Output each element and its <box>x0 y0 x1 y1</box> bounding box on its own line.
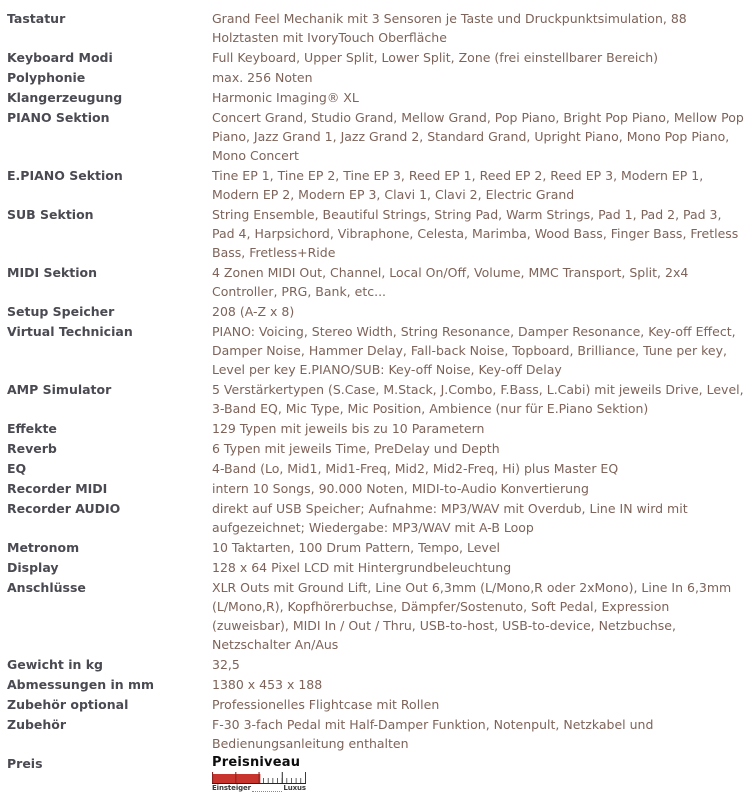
spec-value: 10 Taktarten, 100 Drum Pattern, Tempo, Level <box>212 540 500 555</box>
spec-label: Gewicht in kg <box>7 657 104 672</box>
spec-label: E.PIANO Sektion <box>7 168 123 183</box>
spec-label: Keyboard Modi <box>7 50 113 65</box>
spec-row-amp-simulator <box>7 380 745 419</box>
spec-label: Zubehör optional <box>7 697 129 712</box>
spec-label: Setup Speicher <box>7 304 115 319</box>
spec-row-epiano-sektion <box>7 166 745 205</box>
price-max-label: Luxus <box>283 784 306 792</box>
spec-row-reverb <box>7 439 745 459</box>
spec-label: EQ <box>7 461 27 476</box>
price-level-widget <box>212 754 745 793</box>
price-level-ruler <box>212 771 306 784</box>
price-scale-labels <box>212 784 306 793</box>
price-widget-title: Preisniveau <box>212 755 301 770</box>
spec-label: Abmessungen in mm <box>7 677 155 692</box>
spec-label: Anschlüsse <box>7 580 86 595</box>
price-scale-leader-line <box>252 790 282 792</box>
spec-label: Preis <box>7 756 43 771</box>
spec-value: String Ensemble, Beautiful Strings, String Pad, Warm Strings, Pad 1, Pad 2, Pad 3, Pad 4, Harpsichord, Vibraphone, Celesta, Marimba, Wood Bass, Finger Bass, Fretless Bass, Fretless+Ride <box>212 207 739 260</box>
spec-row-klangerzeugung <box>7 88 745 108</box>
spec-row-polyphonie <box>7 68 745 88</box>
spec-row-abmessungen <box>7 675 745 695</box>
spec-table <box>7 9 745 794</box>
spec-value: 129 Typen mit jeweils bis zu 10 Parametern <box>212 421 485 436</box>
spec-value: intern 10 Songs, 90.000 Noten, MIDI-to-Audio Konvertierung <box>212 481 589 496</box>
spec-row-keyboard-modi <box>7 48 745 68</box>
spec-row-setup-speicher <box>7 302 745 322</box>
spec-row-recorder-audio <box>7 499 745 538</box>
spec-label: Klangerzeugung <box>7 90 123 105</box>
spec-row-effekte <box>7 419 745 439</box>
spec-row-display <box>7 558 745 578</box>
spec-label: Polyphonie <box>7 70 86 85</box>
spec-value: 4-Band (Lo, Mid1, Mid1-Freq, Mid2, Mid2-Freq, Hi) plus Master EQ <box>212 461 619 476</box>
spec-value: direkt auf USB Speicher; Aufnahme: MP3/WAV mit Overdub, Line IN wird mit aufgezeichnet; Wiedergabe: MP3/WAV mit A-B Loop <box>212 501 688 535</box>
spec-row-recorder-midi <box>7 479 745 499</box>
spec-row-sub-sektion <box>7 205 745 263</box>
spec-row-zubehoer <box>7 715 745 754</box>
spec-row-piano-sektion <box>7 108 745 166</box>
spec-row-metronom <box>7 538 745 558</box>
spec-value: max. 256 Noten <box>212 70 313 85</box>
spec-value: Full Keyboard, Upper Split, Lower Split, Zone (frei einstellbarer Bereich) <box>212 50 659 65</box>
spec-row-tastatur <box>7 9 745 48</box>
spec-value: 5 Verstärkertypen (S.Case, M.Stack, J.Combo, F.Bass, L.Cabi) mit jeweils Drive, Level, 3-Band EQ, Mic Type, Mic Position, Ambience (nur für E.Piano Sektion) <box>212 382 744 416</box>
price-min-label: Einsteiger <box>212 784 252 792</box>
spec-row-eq <box>7 459 745 479</box>
spec-label: Recorder AUDIO <box>7 501 121 516</box>
spec-value: 6 Typen mit jeweils Time, PreDelay und Depth <box>212 441 500 456</box>
spec-value: 32,5 <box>212 657 240 672</box>
spec-label: Zubehör <box>7 717 67 732</box>
spec-value: Grand Feel Mechanik mit 3 Sensoren je Taste und Druckpunktsimulation, 88 Holztasten mit IvoryTouch Oberfläche <box>212 11 687 45</box>
spec-value: F-30 3-fach Pedal mit Half-Damper Funktion, Notenpult, Netzkabel und Bedienungsanleitung enthalten <box>212 717 654 751</box>
spec-value: 4 Zonen MIDI Out, Channel, Local On/Off, Volume, MMC Transport, Split, 2x4 Controller, PRG, Bank, etc... <box>212 265 689 299</box>
spec-value: 1380 x 453 x 188 <box>212 677 323 692</box>
spec-row-midi-sektion <box>7 263 745 302</box>
spec-value <box>212 754 745 793</box>
spec-value: Harmonic Imaging® XL <box>212 90 359 105</box>
spec-label: Reverb <box>7 441 57 456</box>
spec-value: Tine EP 1, Tine EP 2, Tine EP 3, Reed EP 1, Reed EP 2, Reed EP 3, Modern EP 1, Modern EP 2, Modern EP 3, Clavi 1, Clavi 2, Electric Grand <box>212 168 704 202</box>
spec-label: Recorder MIDI <box>7 481 108 496</box>
spec-label: Tastatur <box>7 11 66 26</box>
spec-value: PIANO: Voicing, Stereo Width, String Resonance, Damper Resonance, Key-off Effect, Damper Noise, Hammer Delay, Fall-back Noise, Topboard, Brilliance, Tune per key, Level per key E.PIANO/SUB: Key-off Noise, Key-off Delay <box>212 324 736 377</box>
spec-value: 128 x 64 Pixel LCD mit Hintergrundbeleuchtung <box>212 560 512 575</box>
spec-value: Concert Grand, Studio Grand, Mellow Grand, Pop Piano, Bright Pop Piano, Mellow Pop Piano, Jazz Grand 1, Jazz Grand 2, Standard Grand, Upright Piano, Mono Pop Piano, Mono Concert <box>212 110 744 163</box>
spec-label: Display <box>7 560 59 575</box>
spec-label: PIANO Sektion <box>7 110 110 125</box>
spec-row-gewicht <box>7 655 745 675</box>
spec-label: AMP Simulator <box>7 382 112 397</box>
spec-label: Effekte <box>7 421 57 436</box>
spec-row-zubehoer-optional <box>7 695 745 715</box>
spec-label: Metronom <box>7 540 80 555</box>
spec-row-virtual-technician <box>7 322 745 380</box>
spec-label: MIDI Sektion <box>7 265 98 280</box>
spec-value: 208 (A-Z x 8) <box>212 304 295 319</box>
spec-row-anschluesse <box>7 578 745 655</box>
spec-value: Professionelles Flightcase mit Rollen <box>212 697 440 712</box>
spec-label: Virtual Technician <box>7 324 133 339</box>
spec-row-preis <box>7 754 745 794</box>
spec-value: XLR Outs mit Ground Lift, Line Out 6,3mm (L/Mono,R oder 2xMono), Line In 6,3mm (L/Mono,R), Kopfhörerbuchse, Dämpfer/Sostenuto, Soft Pedal, Expression (zuweisbar), MIDI In / Out / Thru, USB-to-host, USB-to-device, Netzbuchse, Netzschalter An/Aus <box>212 580 732 652</box>
spec-label: SUB Sektion <box>7 207 94 222</box>
